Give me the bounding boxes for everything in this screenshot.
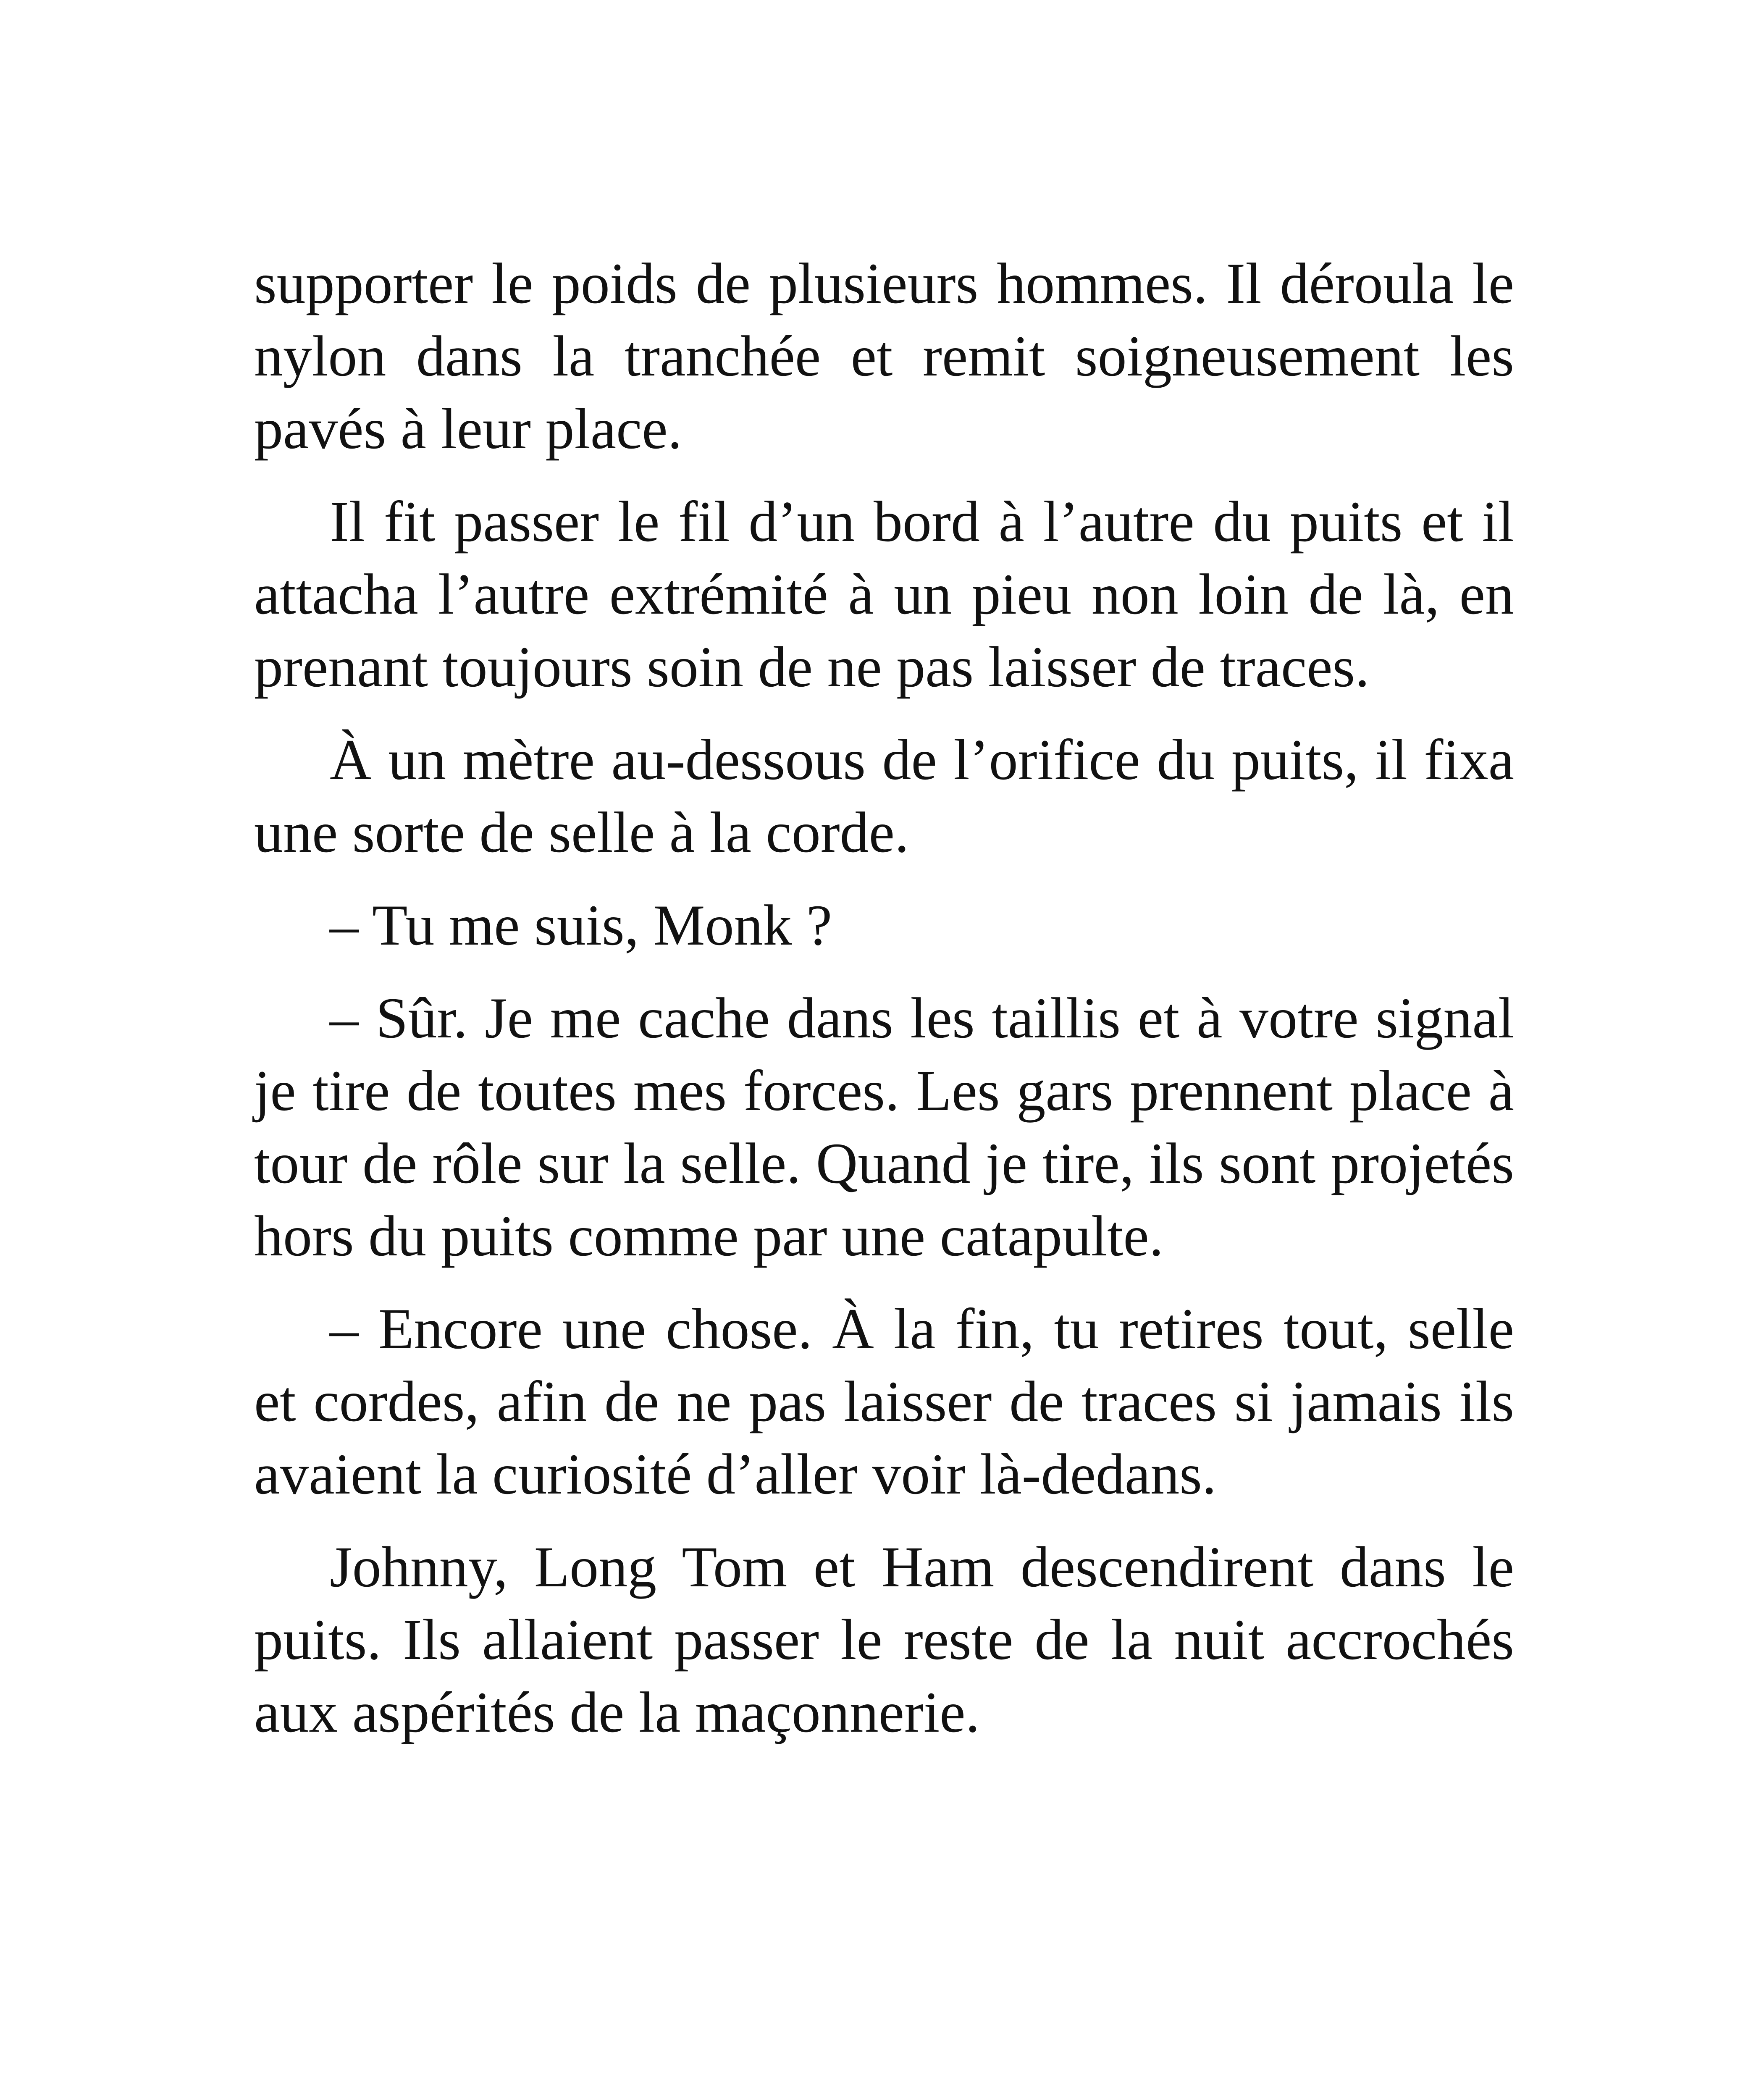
body-text: [254, 247, 1514, 1769]
paragraph-6-dialogue: – Encore une chose. À la fin, tu retires tout, selle et cordes, afin de ne pas laisser de traces si jamais ils avaient la curiosité d’aller voir là-dedans.: [254, 1297, 1514, 1506]
paragraph-7: Johnny, Long Tom et Ham descendirent dans le puits. Ils allaient passer le reste de la nuit accrochés aux aspérités de la maçonnerie.: [254, 1535, 1514, 1744]
paragraph-1: supporter le poids de plusieurs hommes. Il déroula le nylon dans la tranchée et remit soigneusement les pavés à leur place.: [254, 251, 1514, 461]
paragraph-5-dialogue: – Sûr. Je me cache dans les taillis et à votre signal je tire de toutes mes forces. Les gars prennent place à tour de rôle sur la selle. Quand je tire, ils sont projetés hors du puits comme par une catapulte.: [254, 986, 1514, 1268]
paragraph-2: Il fit passer le fil d’un bord à l’autre du puits et il attacha l’autre extrémité à un pieu non loin de là, en prenant toujours soin de ne pas laisser de traces.: [254, 489, 1514, 699]
paragraph-3: À un mètre au-dessous de l’orifice du puits, il fixa une sorte de selle à la corde.: [254, 727, 1514, 864]
paragraph-4-dialogue: – Tu me suis, Monk ?: [330, 893, 832, 957]
